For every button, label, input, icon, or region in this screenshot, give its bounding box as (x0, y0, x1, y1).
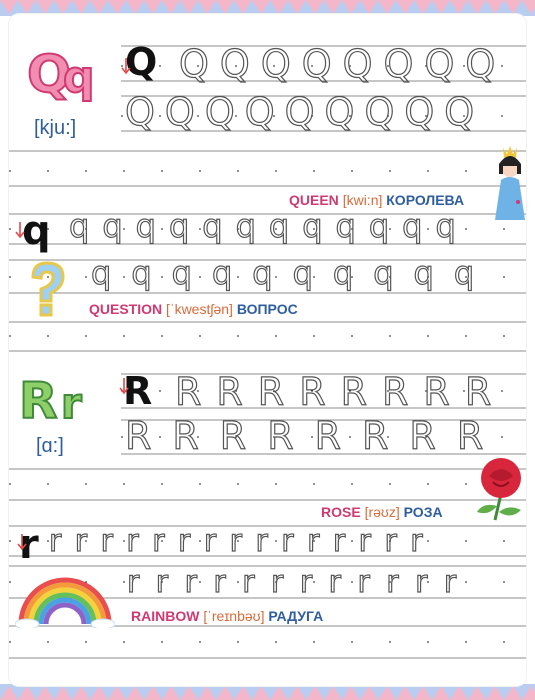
word-rainbow-tr: [ˈreɪnbəʊ] (203, 608, 265, 624)
trace-capital-r-row1: RRRRRRRR (175, 370, 507, 414)
trace-capital-q-row1: QQQQQQQQ (179, 42, 507, 86)
trace-small-q-row2: qqqqqqqqqq (91, 254, 495, 292)
princess-icon (493, 142, 526, 222)
model-small-r: r (19, 522, 39, 568)
heading-upper-q: Q (27, 45, 72, 102)
arrow-icon (15, 220, 25, 240)
zigzag-border-bottom (0, 684, 535, 700)
word-rainbow-en: RAINBOW (131, 608, 200, 624)
word-rose-tr: [rəʊz] (364, 504, 400, 520)
letter-heading-q (25, 42, 95, 102)
word-rose-en: ROSE (321, 504, 361, 520)
phonetic-q: [kju:] (34, 117, 77, 139)
arrow-icon (119, 376, 129, 396)
word-question (89, 301, 298, 317)
arrow-icon (17, 532, 27, 552)
word-queen (289, 192, 464, 208)
worksheet-page (9, 14, 526, 686)
word-question-en: QUESTION (89, 301, 163, 317)
trace-capital-q-row2: QQQQQQQQQ (125, 90, 485, 134)
heading-upper-r: R (19, 372, 58, 424)
word-queen-en: QUEEN (289, 192, 339, 208)
letter-heading-r (17, 368, 97, 424)
model-capital-r: R (123, 369, 153, 413)
word-rainbow-ru: РАДУГА (268, 608, 324, 624)
rainbow-icon (15, 572, 115, 628)
word-queen-ru: КОРОЛЕВА (386, 192, 465, 208)
trace-small-r-row2: rrrrrrrrrrrr (127, 565, 474, 600)
rr-bubble-letters (17, 368, 97, 424)
trace-small-r-row1: rrrrrrrrrrrrrrr (49, 524, 437, 559)
heading-lower-q: q (63, 52, 95, 102)
word-queen-tr: [kwi:n] (342, 192, 383, 208)
word-question-tr: [ˈkwestʃən] (166, 301, 233, 317)
word-rose-ru: РОЗА (403, 504, 443, 520)
qq-bubble-letters (25, 42, 95, 102)
model-capital-q: Q (125, 40, 158, 84)
trace-capital-r-row2: RRRRRRRR (125, 414, 505, 458)
question-mark-icon (25, 261, 69, 321)
phonetic-r: [ɑ:] (36, 435, 64, 457)
trace-small-q-row1: qqqqqqqqqqqq (69, 207, 469, 245)
word-question-ru: ВОПРОС (236, 301, 298, 317)
rose-icon (475, 454, 525, 522)
heading-lower-r: r (61, 379, 82, 424)
word-rainbow (131, 608, 323, 624)
model-small-q: q (22, 208, 51, 254)
word-rose (321, 504, 443, 520)
arrow-icon (121, 56, 131, 76)
